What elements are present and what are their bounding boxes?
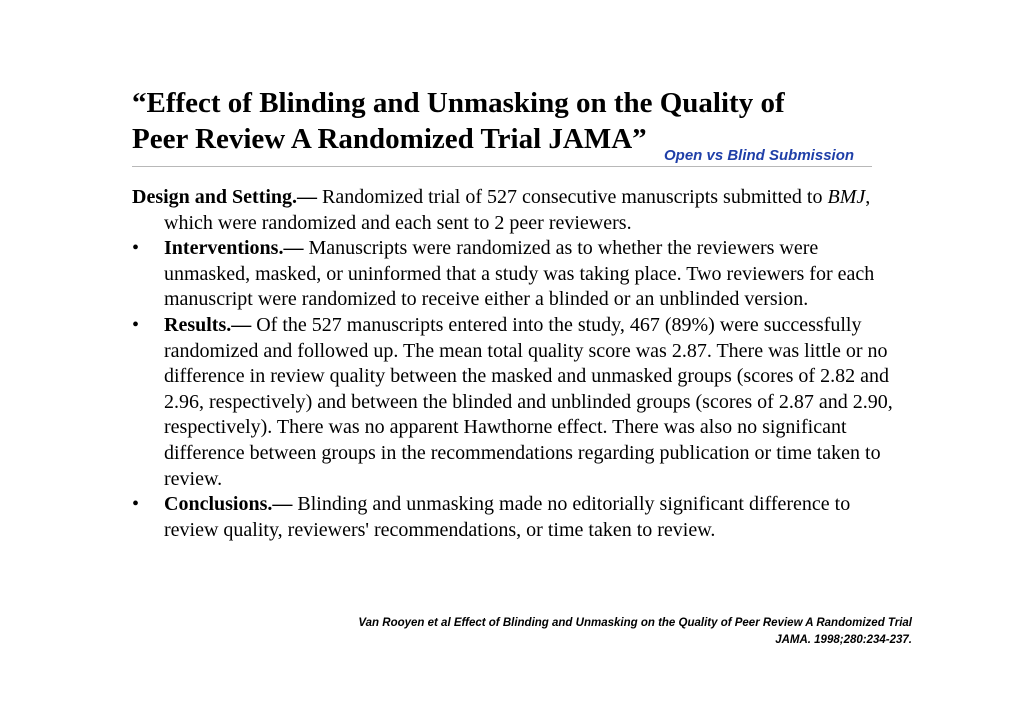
title-divider <box>132 166 872 167</box>
paragraph-text: Randomized trial of 527 consecutive manuscripts submitted to <box>317 186 828 208</box>
citation-line-1: Van Rooyen et al Effect of Blinding and Unmasking on the Quality of Peer Review A Randomized Trial <box>358 617 912 629</box>
bullet-results <box>132 313 902 492</box>
paragraph-design-and-setting <box>132 185 902 236</box>
slide-title-line-1: “Effect of Blinding and Unmasking on the Quality of <box>132 87 785 119</box>
paragraph-lead: Interventions.— <box>164 237 304 260</box>
paragraph-lead: Design and Setting.— <box>132 186 318 208</box>
slide-title-line-2: Peer Review A Randomized Trial JAMA” <box>132 123 647 155</box>
journal-name: BMJ <box>827 186 866 208</box>
paragraph-text: Blinding and unmasking made no editorially significant difference to review quality, reviewers' recommendations, or time taken to review. <box>164 493 851 541</box>
bullet-conclusions <box>132 492 902 543</box>
bullet-interventions <box>132 236 902 313</box>
paragraph-text: Manuscripts were randomized as to whether the reviewers were unmasked, masked, or uninformed that a study was taking place. Two reviewers for each manuscript were randomized to receive either a blinded or an unblinded version. <box>164 237 875 311</box>
paragraph-lead: Results.— <box>164 313 252 336</box>
paragraph-lead: Conclusions.— <box>164 493 293 516</box>
slide-subtitle: Open vs Blind Submission <box>664 147 855 164</box>
paragraph-text: , which were randomized and each sent to 2 peer reviewers. <box>164 186 871 234</box>
paragraph-text: Of the 527 manuscripts entered into the study, 467 (89%) were successfully randomized and followed up. The mean total quality score was 2.87. There was little or no difference in review quality between the masked and unmasked groups (scores of 2.82 and 2.96, respectively) and between the blinded and unblinded groups (scores of 2.87 and 2.90, respectively). There was no apparent Hawthorne effect. There was also no significant difference between groups in the recommendations regarding publication or time taken to review. <box>164 313 893 490</box>
citation-line-2: JAMA. 1998;280:234-237. <box>775 634 912 646</box>
slide-body <box>132 185 902 543</box>
citation <box>212 615 912 649</box>
